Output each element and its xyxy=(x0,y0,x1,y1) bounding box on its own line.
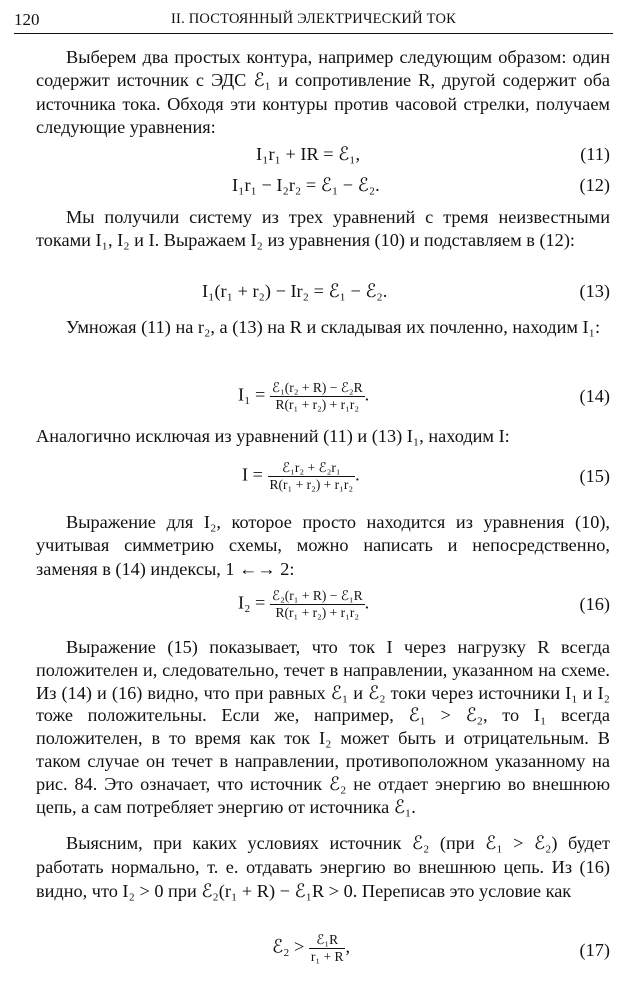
paragraph-7: Выясним, при каких условиях источник ℰ₂ (при ℰ₁ > ℰ₂) будет работать нормально, т. е. отдавать энергию во внешнюю цепь. Из (16) видно, что I₂ > 0 при ℰ₂(r₁ + R) − ℰ₁R > 0. Переписав это условие как xyxy=(36,833,610,901)
equation-15-number: (15) xyxy=(579,466,610,486)
paragraph-6: Выражение (15) показывает, что ток I через нагрузку R всегда положителен и, следовательно, течет в направлении, указанном на схеме. Из (14) и (16) видно, что при равных ℰ₁ и ℰ₂ токи через источники I₁ и I₂ тоже положительны. Если же, например, ℰ₁ > ℰ₂, то I₁ всегда положителен, в то время как ток I₂ может быть и отрицательным. В таком случае он течет в направлении, противоположном указанному на рис. 84. Это означает, что источник ℰ₂ не отдает энергию во внешнюю цепь, а сам потребляет энергию от источника ℰ₁. xyxy=(36,637,610,817)
equation-14-numerator: ℰ₁(r₂ + R) − ℰ₂R xyxy=(271,380,363,395)
equation-15-fraction xyxy=(268,460,356,493)
page-number: 120 xyxy=(14,10,40,29)
equation-17-numerator: ℰ₁R xyxy=(309,932,346,949)
equation-14-number: (14) xyxy=(579,386,610,406)
paragraph-2: Мы получили систему из трех уравнений с тремя неизвестными токами I₁, I₂ и I. Выражаем I₂ из уравнения (10) и подставляем в (12): xyxy=(36,207,610,251)
equation-16 xyxy=(36,588,610,622)
equation-17-lhs: ℰ₂ > xyxy=(272,936,305,957)
equation-13 xyxy=(36,281,610,305)
equation-13-formula: I₁(r₁ + r₂) − Ir₂ = ℰ₁ − ℰ₂. xyxy=(202,281,388,301)
equation-15-lhs: I = xyxy=(242,464,263,485)
paragraph-4: Аналогично исключая из уравнений (11) и (13) I₁, находим I: xyxy=(36,426,510,446)
equation-15-tail: . xyxy=(355,464,360,485)
equation-11-number: (11) xyxy=(580,144,610,164)
equation-17-tail: , xyxy=(345,936,351,957)
equation-11 xyxy=(36,144,610,168)
paragraph-1: Выберем два простых контура, например следующим образом: один содержит источник с ЭДС ℰ₁ и сопротивление R, другой содержит оба источника тока. Обходя эти контуры против часовой стрелки, получаем следующие уравнения: xyxy=(36,47,610,137)
equation-15 xyxy=(36,460,610,494)
running-header xyxy=(14,8,613,30)
equation-11-formula: I₁r₁ + IR = ℰ₁, xyxy=(256,144,361,164)
equation-16-lhs: I₂ = xyxy=(238,592,266,613)
equation-16-fraction xyxy=(270,588,365,621)
equation-12-formula: I₁r₁ − I₂r₂ = ℰ₁ − ℰ₂. xyxy=(232,175,380,195)
equation-14-fraction xyxy=(270,380,365,413)
equation-16-tail: . xyxy=(364,592,370,613)
equation-13-number: (13) xyxy=(579,281,610,301)
equation-16-denominator: R(r₁ + r₂) + r₁r₂ xyxy=(275,605,360,620)
equation-17-number: (17) xyxy=(579,940,610,960)
equation-16-number: (16) xyxy=(579,594,610,614)
equation-14-denominator: R(r₁ + r₂) + r₁r₂ xyxy=(275,397,360,412)
paragraph-3: Умножая (11) на r₂, а (13) на R и складывая их почленно, находим I₁: xyxy=(66,317,601,337)
equation-12 xyxy=(36,175,610,199)
equation-14 xyxy=(36,380,610,414)
equation-16-numerator: ℰ₂(r₁ + R) − ℰ₁R xyxy=(271,588,363,603)
equation-17 xyxy=(36,932,610,970)
equation-14-lhs: I₁ = xyxy=(238,384,266,405)
equation-17-fraction xyxy=(309,932,346,965)
equation-17-denominator: r₁ + R xyxy=(310,949,344,964)
equation-14-tail: . xyxy=(364,384,370,405)
equation-15-denominator: R(r₁ + r₂) + r₁r₂ xyxy=(269,477,354,492)
header-rule xyxy=(14,33,613,34)
equation-15-numerator: ℰ₁r₂ + ℰ₂r₁ xyxy=(268,460,356,477)
equation-12-number: (12) xyxy=(579,175,610,195)
running-title: II. ПОСТОЯННЫЙ ЭЛЕКТРИЧЕСКИЙ ТОК xyxy=(171,11,456,27)
paragraph-5: Выражение для I₂, которое просто находится из уравнения (10), учитывая симметрию схемы, можно написать и непосредственно, заменяя в (14) индексы, 1 ←→ 2: xyxy=(36,512,610,579)
